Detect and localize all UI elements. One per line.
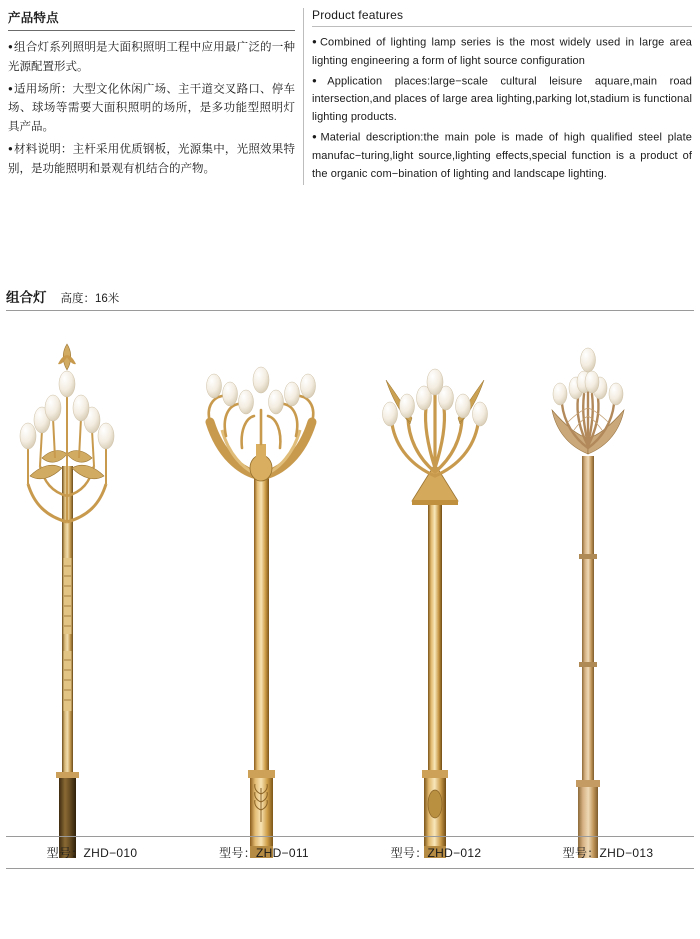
product-item[interactable]	[522, 318, 694, 858]
product-model-label: 型号：ZHD−013	[562, 846, 654, 860]
features-list-chinese	[8, 37, 295, 179]
product-model-label: 型号：ZHD−011	[219, 846, 309, 860]
lamp-image-zhd-010	[6, 326, 178, 858]
features-title-divider-left	[8, 30, 295, 31]
product-item[interactable]	[178, 318, 350, 858]
section-subtitle: 高度：16米	[60, 293, 120, 305]
features-title-english: Product features	[312, 8, 404, 22]
feature-item: ● Material description:the main pole is made of high qualified steel plate manufac−turing,light source,lighting effects,special function is a product of the organic com−bination of lighting and landscape lighting.	[312, 128, 692, 183]
section-divider	[6, 310, 694, 311]
product-item[interactable]	[6, 318, 178, 858]
feature-item: ● 适用场所：大型文化休闲广场、主干道交叉路口、停车场、球场等需要大面积照明的场所，是多功能型照明灯具产品。	[8, 79, 295, 138]
product-gallery	[6, 318, 694, 858]
product-item[interactable]	[350, 318, 522, 858]
features-list-english	[312, 33, 692, 183]
feature-item: ● Combined of lighting lamp series is the most widely used in large area lighting engineering a form of light source configuration	[312, 33, 692, 70]
features-column-chinese	[0, 8, 303, 185]
lamp-image-zhd-012	[350, 326, 522, 858]
feature-item: ● Application places:large−scale cultural leisure aquare,main road intersection,and places of large area lighting,parking lot,stadium is functional lighting products.	[312, 72, 692, 127]
caption-divider-bottom	[6, 868, 694, 869]
product-model-label: 型号：ZHD−012	[390, 846, 482, 860]
section-title: 组合灯	[6, 290, 47, 305]
lamp-image-zhd-011	[178, 326, 350, 858]
lamp-image-zhd-013	[522, 326, 694, 858]
features-title-chinese: 产品特点	[8, 11, 59, 25]
feature-item: ● 材料说明：主杆采用优质钢板，光源集中，光照效果特别，是功能照明和景观有机结合的产物。	[8, 139, 295, 179]
product-captions	[6, 836, 694, 869]
product-model-label: 型号：ZHD−010	[46, 846, 138, 860]
product-features-section	[0, 8, 700, 185]
feature-item: ● 组合灯系列照明是大面积照明工程中应用最广泛的一种光源配置形式。	[8, 37, 295, 77]
features-title-divider-right	[312, 26, 692, 27]
features-column-english	[303, 8, 700, 185]
section-header	[6, 286, 694, 311]
